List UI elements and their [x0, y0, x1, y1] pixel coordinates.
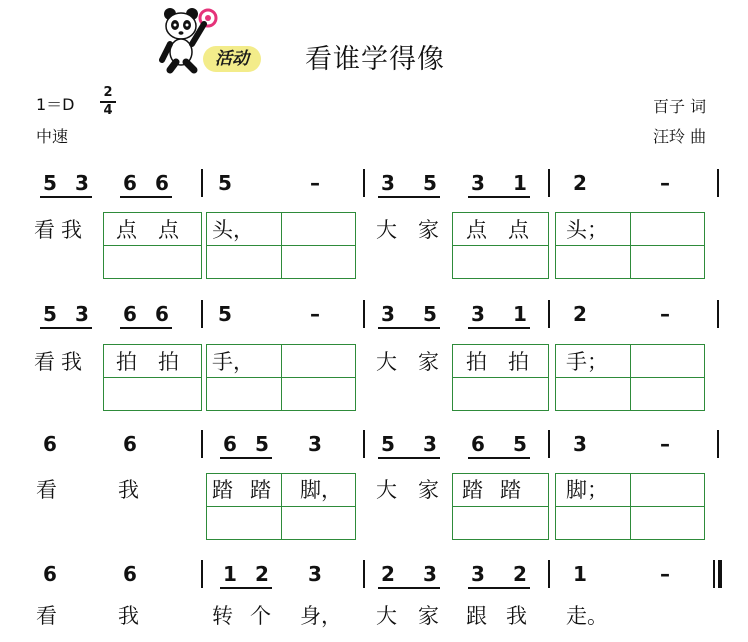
song-title: 看谁学得像	[305, 44, 445, 75]
eighth-beam	[378, 457, 440, 459]
lyric: 看我	[34, 350, 88, 374]
eighth-beam	[120, 327, 172, 329]
lyric: 踏	[212, 478, 233, 502]
note: 5	[381, 432, 395, 456]
lyric: 看	[36, 604, 57, 628]
lyric: 拍	[508, 350, 529, 374]
note-extension: –	[310, 302, 320, 326]
barline	[548, 169, 550, 197]
barline	[201, 300, 203, 328]
eighth-beam	[220, 457, 272, 459]
lyric: 手，	[212, 350, 254, 374]
note: 1	[513, 171, 527, 195]
lyric: 点	[158, 218, 179, 242]
note: 5	[218, 302, 232, 326]
lyric: 点	[116, 218, 137, 242]
note: 1	[513, 302, 527, 326]
barline	[548, 430, 550, 458]
note: 3	[308, 562, 322, 586]
barline	[717, 430, 719, 458]
barline	[363, 430, 365, 458]
note: 6	[471, 432, 485, 456]
note: 5	[218, 171, 232, 195]
lyric: 家	[418, 350, 439, 374]
lyric: 大	[376, 218, 397, 242]
note: 5	[423, 171, 437, 195]
eighth-beam	[220, 587, 272, 589]
note: 5	[43, 302, 57, 326]
note: 6	[43, 562, 57, 586]
note-extension: –	[660, 432, 670, 456]
lyric: 我	[118, 478, 139, 502]
lyric: 看我	[34, 218, 88, 242]
note: 6	[223, 432, 237, 456]
barline	[717, 169, 719, 197]
lyric: 脚，	[300, 478, 342, 502]
lyric: 家	[418, 218, 439, 242]
lyric: 点	[466, 218, 487, 242]
lyric: 点	[508, 218, 529, 242]
note: 6	[155, 171, 169, 195]
note: 6	[123, 302, 137, 326]
note: 6	[155, 302, 169, 326]
lyric: 我	[506, 604, 527, 628]
note: 2	[381, 562, 395, 586]
note: 5	[255, 432, 269, 456]
note: 5	[513, 432, 527, 456]
note-extension: –	[660, 302, 670, 326]
lyric: 家	[418, 604, 439, 628]
time-signature-bottom: 4	[103, 102, 113, 118]
lyric: 踏	[500, 478, 521, 502]
note: 3	[573, 432, 587, 456]
barline	[363, 300, 365, 328]
note: 3	[471, 562, 485, 586]
barline	[201, 169, 203, 197]
lyric: 头；	[566, 218, 608, 242]
time-signature	[100, 86, 116, 118]
note: 6	[123, 562, 137, 586]
note: 3	[471, 171, 485, 195]
lyric: 踏	[250, 478, 271, 502]
note: 2	[255, 562, 269, 586]
lyric: 拍	[116, 350, 137, 374]
composer-credit: 汪玲 曲	[653, 127, 707, 146]
final-barline	[713, 560, 723, 588]
eighth-beam	[378, 327, 440, 329]
note: 3	[423, 432, 437, 456]
note-extension: –	[310, 171, 320, 195]
lyric: 走。	[566, 604, 608, 628]
lyric: 拍	[158, 350, 179, 374]
note: 3	[75, 171, 89, 195]
eighth-beam	[378, 196, 440, 198]
note: 2	[513, 562, 527, 586]
eighth-beam	[120, 196, 172, 198]
lyric: 踏	[462, 478, 483, 502]
eighth-beam	[468, 196, 530, 198]
note-extension: –	[660, 171, 670, 195]
note: 5	[423, 302, 437, 326]
note: 6	[123, 171, 137, 195]
note: 2	[573, 171, 587, 195]
barline	[548, 300, 550, 328]
lyric: 大	[376, 350, 397, 374]
lyric: 个	[250, 604, 271, 628]
eighth-beam	[40, 196, 92, 198]
eighth-beam	[468, 327, 530, 329]
note: 3	[381, 302, 395, 326]
note: 5	[43, 171, 57, 195]
tempo-marking: 中速	[36, 127, 69, 146]
note: 3	[471, 302, 485, 326]
lyricist-credit: 百子 词	[653, 97, 707, 116]
lyric: 家	[418, 478, 439, 502]
key-signature: 1＝D	[36, 95, 75, 114]
lyric: 大	[376, 604, 397, 628]
activity-badge: 活动	[203, 46, 261, 72]
note: 3	[75, 302, 89, 326]
barline	[363, 560, 365, 588]
lyric: 我	[118, 604, 139, 628]
lyric: 看	[36, 478, 57, 502]
note-extension: –	[660, 562, 670, 586]
note: 6	[43, 432, 57, 456]
barline	[363, 169, 365, 197]
eighth-beam	[468, 457, 530, 459]
barline	[201, 560, 203, 588]
eighth-beam	[468, 587, 530, 589]
lyric: 转	[212, 604, 233, 628]
eighth-beam	[378, 587, 440, 589]
note: 1	[223, 562, 237, 586]
lyric: 头，	[212, 218, 254, 242]
time-signature-top: 2	[103, 85, 113, 100]
barline	[201, 430, 203, 458]
lyric: 脚；	[566, 478, 608, 502]
barline	[717, 300, 719, 328]
note: 6	[123, 432, 137, 456]
lyric: 跟	[466, 604, 487, 628]
barline	[548, 560, 550, 588]
lyric: 手；	[566, 350, 608, 374]
note: 3	[308, 432, 322, 456]
eighth-beam	[40, 327, 92, 329]
note: 3	[381, 171, 395, 195]
lyric: 拍	[466, 350, 487, 374]
lyric: 大	[376, 478, 397, 502]
note: 3	[423, 562, 437, 586]
lyric: 身，	[300, 604, 342, 628]
note: 2	[573, 302, 587, 326]
note: 1	[573, 562, 587, 586]
